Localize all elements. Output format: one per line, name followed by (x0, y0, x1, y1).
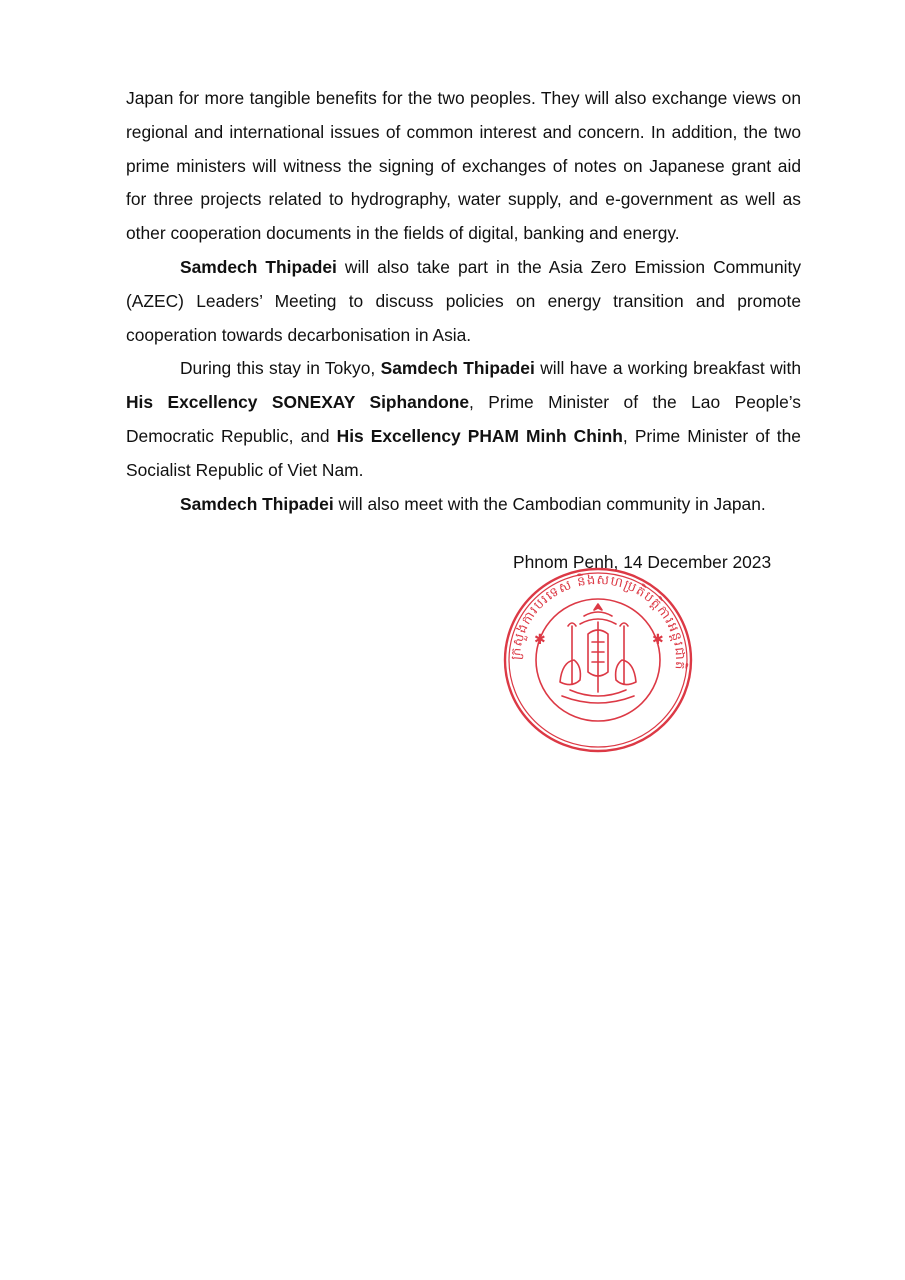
svg-text:✱: ✱ (534, 632, 546, 648)
body-text (126, 82, 801, 521)
royal-government-seal-icon (500, 564, 696, 756)
paragraph (126, 82, 801, 251)
paragraph (126, 251, 801, 352)
bold-name-text: His Excellency SONEXAY Siphandone (126, 392, 470, 413)
bold-name-text: His Excellency PHAM Minh Chinh (336, 425, 623, 446)
svg-text:✱: ✱ (652, 632, 664, 648)
paragraph (126, 352, 801, 487)
place-and-date: Phnom Penh, 14 December 2023 (513, 552, 772, 572)
paragraph-text: Japan for more tangible benefits for the two peoples. They will also exchange views on regional and international issues of common interest and concern. In addition, the two prime ministers will witness the signing of exchanges of notes on Japanese grant aid for three projects related to hydrography, water supply, and e-government as well as other cooperation documents in the fields of digital, banking and energy. (126, 88, 801, 244)
paragraph (126, 488, 801, 522)
paragraph-text: , Prime Minister of the Socialist Republic of Viet Nam. (126, 425, 801, 480)
bold-name-text: Samdech Thipadei (180, 256, 337, 277)
coat-of-arms-emblem (560, 604, 636, 703)
paragraph-text: will also meet with the Cambodian community in Japan. (333, 493, 766, 514)
seal-inscription-text: ក្រសួងការបរទេស និងសហប្រតិបត្តិការអន្តរជាតិ (508, 572, 688, 671)
paragraph-text: will also take part in the Asia Zero Emission Community (AZEC) Leaders’ Meeting to discuss policies on energy transition and promote cooperation towards decarbonisation in Asia. (126, 256, 802, 345)
paragraph-text: During this stay in Tokyo, (180, 358, 381, 379)
bold-name-text: Samdech Thipadei (380, 358, 535, 379)
paragraph-text: , Prime Minister of the Lao People’s Democratic Republic, and (126, 392, 801, 446)
official-seal-stamp (500, 564, 696, 756)
paragraph-text: will have a working breakfast with (534, 358, 802, 379)
bold-name-text: Samdech Thipadei (180, 493, 334, 514)
